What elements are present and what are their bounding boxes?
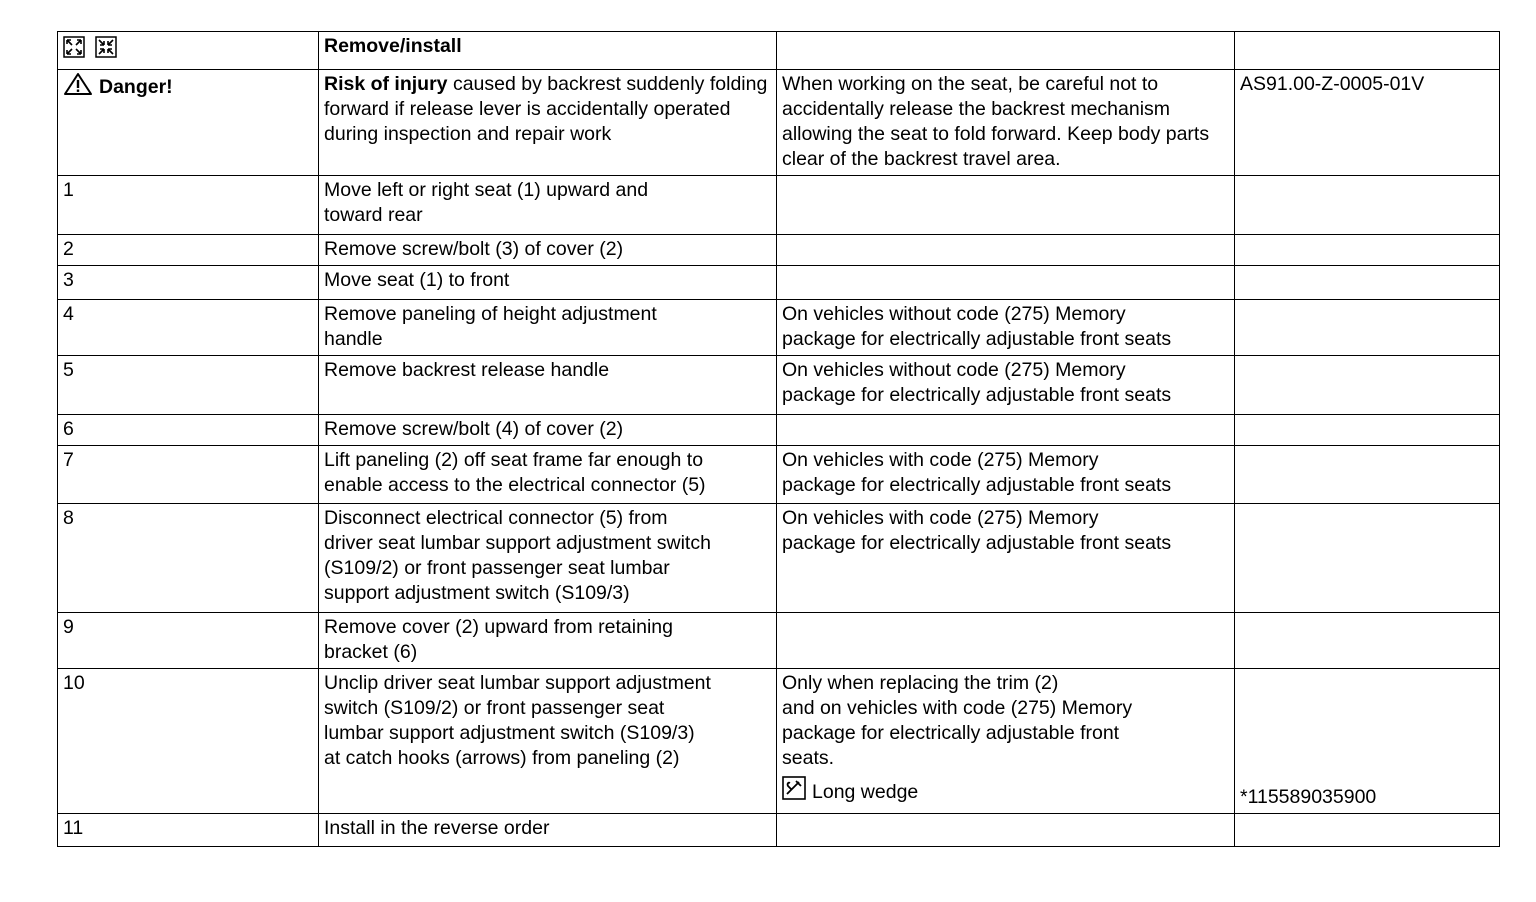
step-row: [58, 415, 1500, 446]
step-number: 2: [58, 235, 319, 266]
step-ref: [1235, 613, 1500, 669]
step-number: 9: [58, 613, 319, 669]
danger-row: [58, 70, 1500, 176]
step-row: [58, 356, 1500, 415]
header-empty-cell: [1235, 32, 1500, 70]
risk-title: Risk of injury: [324, 73, 448, 95]
step-number: 6: [58, 415, 319, 446]
step-note: [777, 415, 1235, 446]
tool-name: Long wedge: [812, 781, 919, 803]
header-empty-cell: [777, 32, 1235, 70]
step-ref: [1235, 356, 1500, 415]
step-number: 11: [58, 814, 319, 847]
danger-risk-cell: [319, 70, 777, 176]
step-text: Remove screw/bolt (4) of cover (2): [319, 415, 777, 446]
danger-note: When working on the seat, be careful not to accidentally release the backrest mechanism allowing the seat to fold forward. Keep body parts clear of the backrest travel area.: [777, 70, 1235, 176]
step-ref: [1235, 415, 1500, 446]
step-note: On vehicles with code (275) Memory package for electrically adjustable front seats: [777, 504, 1235, 613]
step-ref: [1235, 266, 1500, 300]
step-text: Remove paneling of height adjustment handle: [319, 300, 777, 356]
step-text: Lift paneling (2) off seat frame far enough to enable access to the electrical connector (5): [319, 446, 777, 504]
install-icon: [95, 36, 117, 58]
step-note: [777, 235, 1235, 266]
step-ref: [1235, 446, 1500, 504]
step-ref: [1235, 504, 1500, 613]
step-row: [58, 669, 1500, 814]
step-note: On vehicles with code (275) Memory package for electrically adjustable front seats: [777, 446, 1235, 504]
step-number: 7: [58, 446, 319, 504]
danger-ref: AS91.00-Z-0005-01V: [1235, 70, 1500, 176]
step-row: [58, 504, 1500, 613]
step-row: [58, 300, 1500, 356]
tool-part-number: *115589035900: [1240, 786, 1377, 808]
step-number: 8: [58, 504, 319, 613]
danger-label-cell: [58, 70, 319, 176]
step-note: On vehicles without code (275) Memory package for electrically adjustable front seats: [777, 356, 1235, 415]
step-ref: [1235, 814, 1500, 847]
header-title: Remove/install: [319, 32, 777, 70]
step-note: Only when replacing the trim (2) and on vehicles with code (275) Memory package for electrically adjustable front seats.: [782, 672, 1133, 769]
step-text: Move left or right seat (1) upward and toward rear: [319, 176, 777, 235]
procedure-table: [57, 31, 1500, 847]
step-ref-cell: [1235, 669, 1500, 814]
special-tool-icon: [782, 776, 806, 800]
step-note: [777, 814, 1235, 847]
step-text: Remove cover (2) upward from retaining bracket (6): [319, 613, 777, 669]
risk-text: caused by backrest suddenly folding forward if release lever is accidentally operated during inspection and repair work: [324, 73, 773, 145]
step-row: [58, 266, 1500, 300]
step-number: 5: [58, 356, 319, 415]
step-number: 1: [58, 176, 319, 235]
step-number: 10: [58, 669, 319, 814]
step-row: [58, 814, 1500, 847]
step-row: [58, 235, 1500, 266]
step-note-cell: [777, 669, 1235, 814]
header-icons-cell: [58, 32, 319, 70]
step-text: Remove screw/bolt (3) of cover (2): [319, 235, 777, 266]
step-ref: [1235, 235, 1500, 266]
step-number: 3: [58, 266, 319, 300]
step-number: 4: [58, 300, 319, 356]
step-text: Install in the reverse order: [319, 814, 777, 847]
step-note: On vehicles without code (275) Memory package for electrically adjustable front seats: [777, 300, 1235, 356]
tool-line: [782, 776, 1229, 805]
step-ref: [1235, 300, 1500, 356]
step-note: [777, 613, 1235, 669]
step-row: [58, 446, 1500, 504]
step-text: Remove backrest release handle: [319, 356, 777, 415]
step-note: [777, 176, 1235, 235]
step-row: [58, 176, 1500, 235]
step-ref: [1235, 176, 1500, 235]
header-row: [58, 32, 1500, 70]
remove-icon: [63, 36, 85, 58]
danger-label: Danger!: [99, 76, 173, 98]
step-text: Disconnect electrical connector (5) from driver seat lumbar support adjustment switch (S109/2) or front passenger seat lumbar support adjustment switch (S109/3): [319, 504, 777, 613]
step-row: [58, 613, 1500, 669]
step-text: Unclip driver seat lumbar support adjustment switch (S109/2) or front passenger seat lumbar support adjustment switch (S109/3) at catch hooks (arrows) from paneling (2): [319, 669, 777, 814]
warning-triangle-icon: [63, 72, 93, 96]
step-text: Move seat (1) to front: [319, 266, 777, 300]
step-note: [777, 266, 1235, 300]
